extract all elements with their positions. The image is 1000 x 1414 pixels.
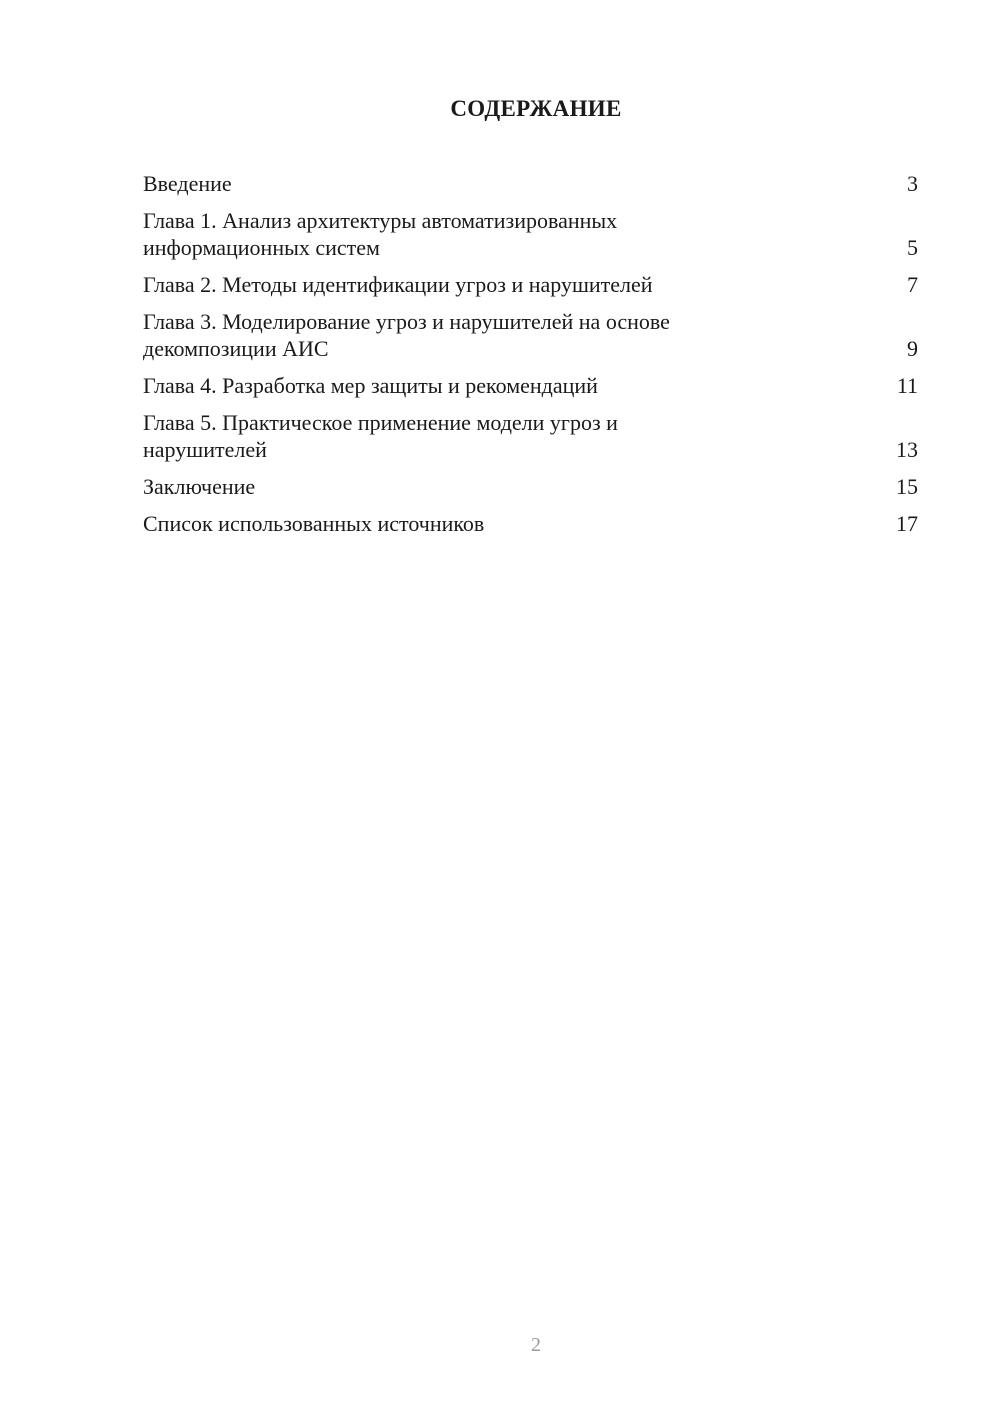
toc-entry-page: 11 — [896, 373, 918, 398]
toc-entry-chapter-2 — [143, 271, 918, 298]
toc-entry-page: 15 — [896, 474, 918, 499]
toc-entry-title: Глава 3. Моделирование угроз и нарушителей на основе декомпозиции АИС — [143, 309, 670, 361]
toc-entry-title: Введение — [143, 171, 232, 196]
toc-entry-title: Глава 2. Методы идентификации угроз и нарушителей — [143, 272, 653, 297]
toc-entry-page: 7 — [907, 272, 918, 297]
toc-entry-page: 3 — [907, 171, 918, 196]
toc-entry-page: 17 — [896, 511, 918, 536]
toc-entry-introduction — [143, 170, 918, 197]
toc-entry-title: Заключение — [143, 474, 256, 499]
toc-entry-title: Глава 5. Практическое применение модели угроз и нарушителей — [143, 410, 618, 462]
toc-entry-title: Список использованных источников — [143, 511, 485, 536]
table-of-contents — [143, 170, 918, 547]
toc-entry-title: Глава 4. Разработка мер защиты и рекомендаций — [143, 373, 598, 398]
toc-entry-chapter-4 — [143, 372, 918, 399]
page-number: 2 — [531, 1334, 541, 1356]
toc-entry-chapter-1 — [143, 207, 918, 261]
toc-entry-title: Глава 1. Анализ архитектуры автоматизированных информационных систем — [143, 208, 618, 260]
toc-entry-references — [143, 510, 918, 537]
toc-entry-chapter-5 — [143, 409, 918, 463]
toc-entry-page: 9 — [907, 336, 918, 361]
toc-entry-conclusion — [143, 473, 918, 500]
page-title: СОДЕРЖАНИЕ — [450, 96, 622, 121]
toc-entry-page: 5 — [907, 235, 918, 260]
toc-entry-page: 13 — [896, 437, 918, 462]
toc-entry-chapter-3 — [143, 308, 918, 362]
